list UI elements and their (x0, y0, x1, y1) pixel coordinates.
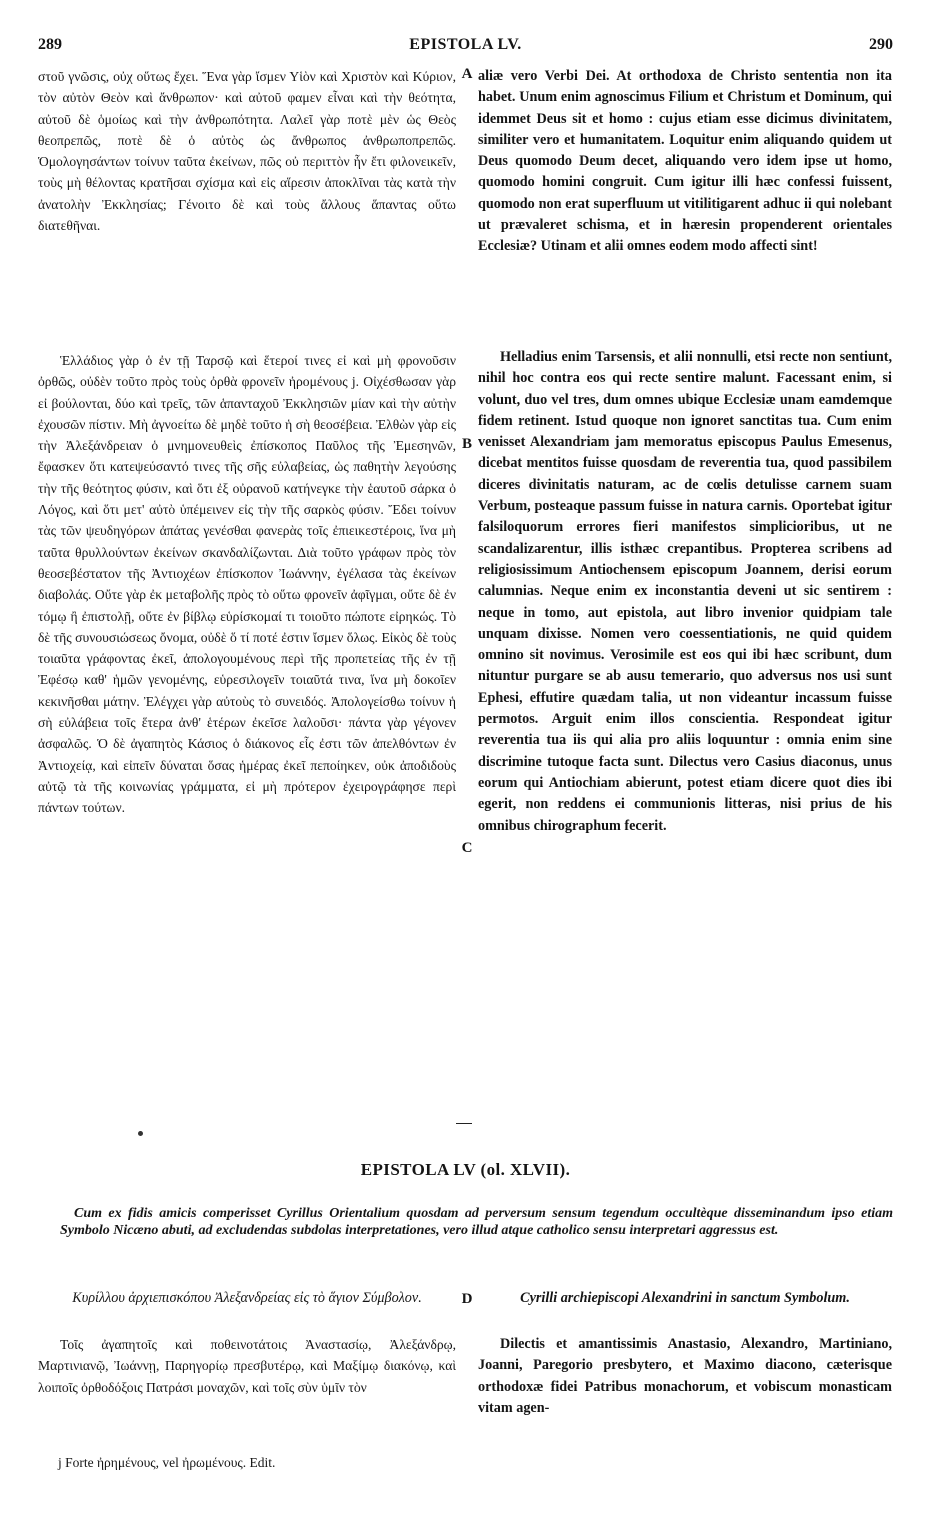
latin-subtitle: Cyrilli archiepiscopi Alexandrini in sanctum Symbolum. (520, 1290, 850, 1306)
running-header (38, 36, 893, 58)
page-number-left: 289 (38, 36, 62, 53)
greek-address-text: Τοῖς ἀγαπητοῖς καὶ ποθεινοτάτοις Ἀναστασίῳ, Ἀλεξάνδρῳ, Μαρτινιανῷ, Ἰωάννῃ, Παρηγορίῳ πρεσβυτέρῳ, καὶ Μαξίμῳ διακόνῳ, καὶ λοιποῖς ὀρθοδόξοις Πατράσι μοναχῶν, καὶ τοῖς σὺν ὑμῖν τὸν (38, 1337, 456, 1395)
greek-paragraph-1: στοῦ γνῶσις, οὐχ οὕτως ἔχει. Ἕνα γὰρ ἴσμεν Υἱὸν καὶ Χριστὸν καὶ Κύριον, τὸν αὐτὸν Θεὸν καὶ ἄνθρωπον· καὶ αὐτοῦ φαμεν εἶναι καὶ τὴν θεότητα, αὐτοῦ δὲ ὁμοίως καὶ τὴν ἀνθρωπότητα. Λαλεῖ γὰρ ποτὲ μὲν ὡς Θεὸς θεοπρεπῶς, ποτὲ δὲ ὁ αὐτὸς ὡς ἄνθρωπος ἀνθρωποπρεπῶς. Ὁμολογησάντων τοίνυν ταῦτα ἐκείνων, πῶς οὐ περιττὸν ἦν ἔτι φιλονεικεῖν, τοὺς μὴ θέλοντας κρατῆσαι σχίσμα καὶ εἰς αἵρεσιν ἀποκλῖναι τὰς κατὰ τὴν ἀνατολὴν Ἐκκλησίας; Γένοιτο δὲ καὶ τοὺς ἄλλους ἅπαντας οὕτω διατεθῆναι. (38, 69, 456, 234)
page-number-right: 290 (869, 36, 893, 53)
latin-paragraph-1: aliæ vero Verbi Dei. At orthodoxa de Christo sententia non ita habet. Unum enim agnoscimus Filium et Christum et Dominum, qui idemmet Deus sit et homo : cujus etiam esse dicimus divinitatem, similiter vero et humanitatem. Loquitur enim aliquando quidem ut Deus quomodo Deum decet, aliquando vero idem ipse ut homo, quomodo homini congruit. Cum igitur illi hæc confessi fuissent, quomodo non erat superfluum ut vitilitigarent adhuc ii qui nolebant ut prævaleret schisma, et in hæresin propenderent orientales Ecclesiæ? Utinam et alii omnes eodem modo affecti sint! (478, 68, 892, 255)
section-separator (456, 1123, 472, 1124)
footnote: j Forte ἠρημένους, vel ἠρωμένους. Edit. (58, 1455, 276, 1470)
greek-address (38, 1334, 456, 1398)
margin-marker-b: B (461, 436, 472, 452)
margin-marker-a: A (461, 66, 473, 82)
latin-column-top (478, 66, 892, 258)
printer-speck (138, 1131, 143, 1136)
greek-subtitle: Κυρίλλου ἀρχιεπισκόπου Ἀλεξανδρείας εἰς τὸ ἅγιον Σύμβολον. (72, 1290, 422, 1306)
epistle-title: EPISTOLA LV (ol. XLVII). (360, 1160, 571, 1179)
running-title: EPISTOLA LV. (409, 36, 522, 53)
margin-marker-c: C (461, 840, 473, 856)
greek-column-main (38, 350, 456, 819)
greek-column-top (38, 66, 456, 236)
margin-marker-d: D (461, 1291, 473, 1307)
latin-address (478, 1334, 892, 1419)
latin-column-main (478, 347, 892, 837)
latin-paragraph-2: Helladius enim Tarsensis, et alii nonnulli, etsi recte non sentiunt, nihil hoc contra eos qui recte sentire malunt. Facessant enim, si volunt, duo vel tres, dum omnes ubique Ecclesiæ unam eamdemque fidem retinent. Istud quoque non ignoret sanctitas tua. Cum enim venisset Alexandriam jam memoratus episcopus Paulus Emesenus, dicebat mentitos fuisse quosdam de reverentia tua, quod passibilem diceres divinitatis naturam, ac de cœlis detulisse carnem suam Verbum, posteaque passum fuisse in natura carnis. Oportebat igitur falsiloquorum errores fieri manifestos simplicioribus, ut ne scandalizarentur, illis isthæc crepantibus. Propterea scribens ad religiosissimum Antiochensem episcopum Joannem, derisi eorum calumnias. Neque enim ex inconstantia deveni ut sic sentirem : neque in tomo, aut epistola, aut libro invenior quidpiam tale unquam dixisse. Nomen vero coessentiationis, ne quid quidem omnino sit novimus. Verosimile est eos qui ibi hæc scribunt, dum nituntur purgare se ab ausu temerario, quo adversus nos usi sunt Ephesi, effutire quædam talia, ut non videantur incassum fuisse permotos. Arguit enim illos conscientia. Respondeat igitur reverentia tua iis qui alia pro aliis loquuntur : omnia enim sine discrimine tutoque facta sunt. Dilectus vero Casius diaconus, unus eorum qui Antiochiam abierunt, potest etiam dicere quot dies ibi egerit, non reddens ei communionis litteras, nisi prius de his omnibus chirographum fecerit. (478, 349, 892, 834)
latin-address-text: Dilectis et amantissimis Anastasio, Alexandro, Martiniano, Joanni, Paregorio presbytero, et Maximo diacono, cæterisque orthodoxæ fidei Patribus monachorum, et vobiscum monasticam vitam agen- (478, 1336, 892, 1416)
greek-paragraph-2: Ἑλλάδιος γὰρ ὁ ἐν τῇ Ταρσῷ καὶ ἕτεροί τινες εἰ καὶ μὴ φρονοῦσιν ὀρθῶς, οὐδὲν τοῦτο πρὸς τοὺς ὀρθὰ φρονεῖν ἠρομένους j. Οἰχέσθωσαν γὰρ εἰ βούλονται, δύο καὶ τρεῖς, τῶν ἁπανταχοῦ Ἐκκλησιῶν μίαν καὶ τὴν αὐτὴν ἐχουσῶν πίστιν. Μὴ ἀγνοείτω δὲ μηδὲ τοῦτο ἡ σὴ θεοσέβεια. Ἐλθὼν γὰρ εἰς τὴν Ἀλεξάνδρειαν ὁ μνημονευθεὶς ἐπίσκοπος Παῦλος τῆς Ἐμεσηνῶν, ἔφασκεν ὅτι κατεψεύσαντό τινες τῆς σῆς εὐλαβείας, ὡς παθητὴν λεγούσης τὴν τῆς θεότητος φύσιν, καὶ ὅτι ἐξ οὐρανοῦ κατήνεγκε τὴν ἑαυτοῦ σάρκα ὁ Λόγος, καὶ ὅτι μετ' αὐτὸ ὑπέμεινεν εἰς τὴν τῆς σαρκὸς φύσιν. Ἔδει τοίνυν τὰς τῶν ψευδηγόρων ἀπάτας γενέσθαι φανερὰς τοῖς ἐπιεικεστέροις, ἵνα μὴ ταῦτα θρυλλούντων ἐκείνων σκανδαλίζωνται. Διὰ τοῦτο γράφων πρὸς τὸν θεοσεβέστατον τῆς Ἀντιοχέων ἐπίσκοπον Ἰωάννην, ἐγέλασα τὰς ἐκείνων διαβολάς. Οὔτε γὰρ ἐκ μεταβολῆς πρὸς τὸ οὕτω φρονεῖν ἀφῖγμαι, οὔτε δὲ ἐν τόμῳ ἢ ἐπιστολῇ, οὔτε ἐν βίβλῳ εὑρίσκομαί τι τοιοῦτο πώποτε εἰρηκώς. Τὸ δὲ τῆς συνουσιώσεως ὄνομα, οὐδὲ ὅ τί ποτέ ἐστιν ἴσμεν ὅλως. Εἰκὸς δὲ τοὺς τοιαῦτα γράφοντας ἐκεῖ, ἀπολογουμένους περὶ τῆς προπετείας τῆς ἐν τῇ Ἐφέσῳ καθ' ἡμῶν γενομένης, εὑρεσιλογεῖν τοιαῦτά τινα, ἵνα μὴ δοκοῖεν κεκινῆσθαι μάτην. Ἐλέγχει γὰρ αὐτοὺς τὸ συνειδός. Ἀπολογείσθω τοίνυν ἡ σὴ εὐλάβεια τοῖς ἕτερα ἀνθ' ἑτέρων ἐκεῖσε λαλοῦσι· πάντα γὰρ γέγονεν ἀσφαλῶς. Ὁ δὲ ἀγαπητὸς Κάσιος ὁ διάκονος εἷς ἐστι τῶν ἀπελθόντων ἐν Ἀντιοχείᾳ, καὶ εἰπεῖν δύναται ὅσας ἡμέρας ἐκεῖ πεποίηκεν, οὐκ ἀποδιδοὺς αὐτῷ τὰ τῆς κοινωνίας γράμματα, εἰ μὴ πρότερον ἐχειρογράφησε περὶ πάντων τούτων. (38, 353, 456, 816)
epistle-summary: Cum ex fidis amicis comperisset Cyrillus Orientalium quosdam ad perversum sensum tegendum occultèque disseminandum ipso etiam Symbolo Nicæno abuti, ad excludendas subdolas interpretationes, vero illud atque catholico sensu interpretari aggressus est. (60, 1206, 893, 1238)
